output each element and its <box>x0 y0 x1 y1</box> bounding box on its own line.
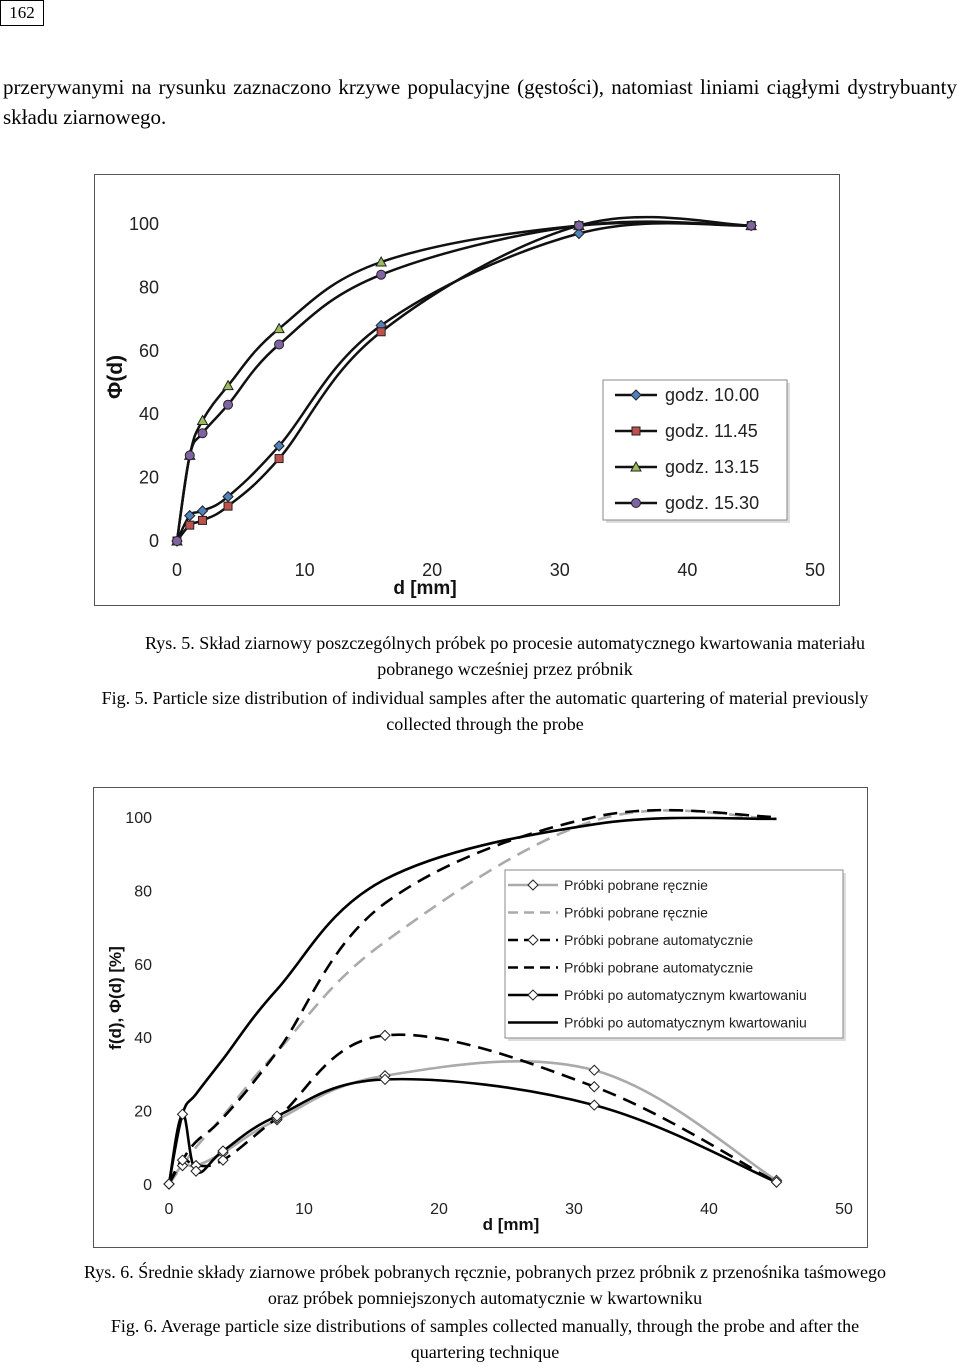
data-point <box>198 429 207 438</box>
x-tick-label: 10 <box>295 1201 313 1218</box>
x-tick-label: 20 <box>430 1201 448 1218</box>
x-tick-label: 50 <box>804 560 826 580</box>
legend-marker <box>632 427 640 435</box>
y-axis-label: f(d), Φ(d) [%] <box>106 946 125 1050</box>
legend-label: Próbki po automatycznym kwartowaniu <box>564 1014 807 1031</box>
data-point <box>275 455 283 463</box>
data-point <box>198 506 208 516</box>
legend-label: Próbki pobrane ręcznie <box>564 904 708 921</box>
legend-label: godz. 11.45 <box>665 421 758 441</box>
figure-5-chart <box>95 175 839 605</box>
x-tick-label: 30 <box>549 560 570 580</box>
series-line <box>169 1061 777 1184</box>
x-axis-label: d [mm] <box>482 1215 540 1234</box>
y-tick-label: 80 <box>138 277 159 298</box>
legend-label: godz. 10.00 <box>665 385 760 405</box>
y-tick-label: 80 <box>134 883 152 901</box>
data-point <box>186 521 194 529</box>
legend <box>603 380 790 523</box>
data-point <box>377 270 386 279</box>
y-axis-label: Φ(d) <box>104 354 127 400</box>
data-point <box>173 537 182 546</box>
y-tick-label: 40 <box>138 404 159 425</box>
figure-6-chart <box>94 788 867 1247</box>
legend-label: godz. 13.15 <box>665 457 760 477</box>
data-point <box>589 1082 599 1092</box>
data-point <box>224 400 233 409</box>
x-tick-label: 40 <box>677 560 698 580</box>
y-tick-label: 60 <box>138 340 159 361</box>
x-tick-label: 0 <box>164 1201 174 1218</box>
data-point <box>589 1065 599 1075</box>
page-number: 162 <box>0 0 44 26</box>
x-tick-label: 30 <box>565 1201 583 1218</box>
legend-label: Próbki pobrane automatycznie <box>564 932 754 948</box>
y-tick-label: 20 <box>134 1103 152 1121</box>
x-axis-label: d [mm] <box>393 578 457 599</box>
data-point <box>185 451 194 460</box>
y-tick-label: 0 <box>148 531 159 551</box>
x-tick-label: 0 <box>171 560 183 580</box>
data-point <box>224 502 232 510</box>
figure-6-frame <box>93 787 868 1248</box>
figure-5-caption-pl: Rys. 5. Skład ziarnowy poszczególnych próbek po procesie automatycznego kwartowania materiału pobranego wcześniej przez próbnik <box>144 633 866 679</box>
data-point <box>377 328 385 336</box>
data-point <box>747 221 756 230</box>
legend-label: Próbki pobrane ręcznie <box>564 877 708 893</box>
y-tick-label: 100 <box>128 214 159 234</box>
y-tick-label: 60 <box>134 956 152 974</box>
legend-label: godz. 15.30 <box>665 493 760 513</box>
figure-6-caption-en: Fig. 6. Average particle size distributions of samples collected manually, through the probe and after the quartering technique <box>110 1316 860 1362</box>
data-point <box>589 1100 599 1110</box>
legend-label: Próbki po automatycznym kwartowaniu <box>564 987 807 1003</box>
x-tick-label: 50 <box>835 1201 853 1218</box>
data-point <box>198 416 208 425</box>
x-tick-label: 40 <box>700 1201 718 1218</box>
y-tick-label: 0 <box>143 1177 152 1194</box>
y-tick-label: 20 <box>138 467 159 488</box>
intro-paragraph: przerywanymi na rysunku zaznaczono krzywe populacyjne (gęstości), natomiast liniami ciągłymi dystrybuanty składu ziarnowego. <box>3 75 957 129</box>
data-point <box>574 221 583 230</box>
data-point <box>199 516 207 524</box>
y-tick-label: 100 <box>125 810 152 827</box>
legend <box>505 870 846 1041</box>
data-point <box>275 340 284 349</box>
figure-5-caption-en: Fig. 5. Particle size distribution of individual samples after the automatic quartering of material previously collected through the probe <box>101 688 869 734</box>
x-tick-label: 10 <box>294 560 315 580</box>
legend-label: Próbki pobrane automatycznie <box>564 959 754 976</box>
data-point <box>380 1030 390 1040</box>
y-tick-label: 40 <box>134 1030 152 1048</box>
x-tick-label: 20 <box>422 560 443 580</box>
figure-5-frame <box>94 174 840 606</box>
legend-box <box>505 870 843 1038</box>
figure-6-caption-pl: Rys. 6. Średnie składy ziarnowe próbek pobranych ręcznie, pobranych przez próbnik z przenośnika taśmowego oraz próbek pomniejszonych automatycznie w kwartowniku <box>83 1262 886 1308</box>
legend-marker <box>632 499 641 508</box>
series-line <box>169 1035 777 1184</box>
